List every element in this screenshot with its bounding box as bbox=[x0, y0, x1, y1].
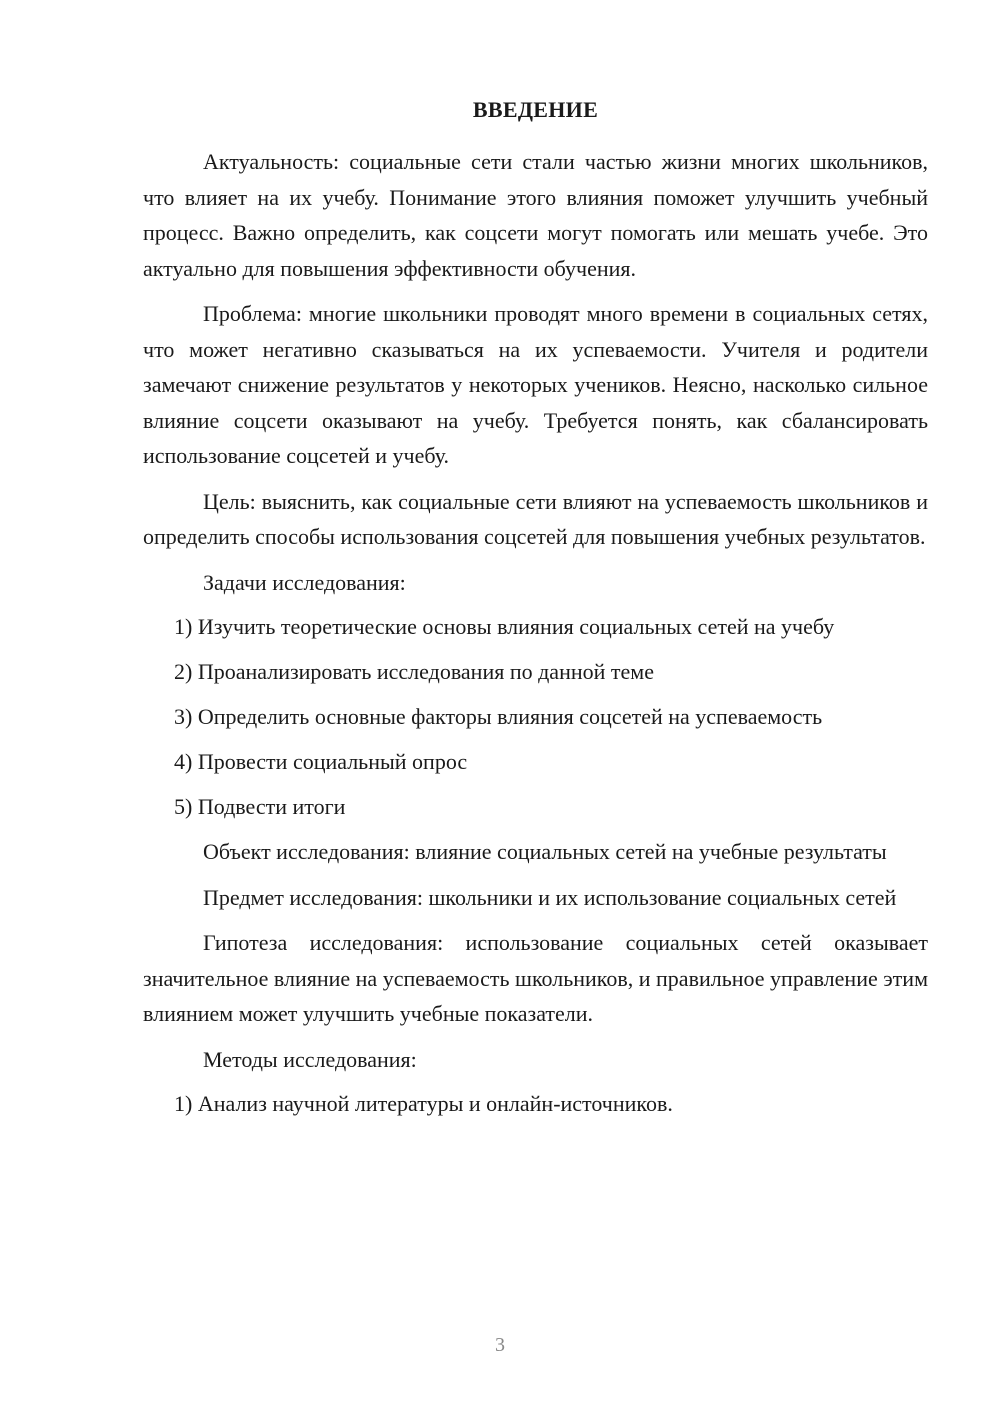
task-item: 5) Подвести итоги bbox=[174, 794, 346, 819]
document-page bbox=[143, 94, 928, 1131]
problem-paragraph: Проблема: многие школьники проводят много времени в социальных сетях, что может негативно сказываться на их успеваемости. Учителя и родители замечают снижение результатов у некоторых учеников. Неясно, насколько сильное влияние соцсети оказывают на учебу. Требуется понять, как сбалансировать использование соцсетей и учебу. bbox=[143, 301, 928, 468]
object-paragraph: Объект исследования: влияние социальных сетей на учебные результаты bbox=[203, 839, 887, 864]
methods-label: Методы исследования: bbox=[203, 1046, 417, 1072]
method-item: 1) Анализ научной литературы и онлайн-источников. bbox=[174, 1091, 673, 1116]
task-item: 2) Проанализировать исследования по данной теме bbox=[174, 659, 654, 684]
task-item: 4) Провести социальный опрос bbox=[174, 749, 468, 774]
tasks-label: Задачи исследования: bbox=[203, 569, 406, 595]
section-heading: ВВЕДЕНИЕ bbox=[472, 97, 599, 122]
methods-list bbox=[143, 1086, 928, 1122]
tasks-list bbox=[143, 609, 928, 825]
goal-paragraph: Цель: выяснить, как социальные сети влияют на успеваемость школьников и определить способы использования соцсетей для повышения учебных результатов. bbox=[143, 488, 928, 549]
page-number: 3 bbox=[495, 1334, 505, 1356]
subject-paragraph: Предмет исследования: школьники и их использование социальных сетей bbox=[203, 884, 897, 910]
task-item: 1) Изучить теоретические основы влияния социальных сетей на учебу bbox=[174, 614, 835, 639]
task-item: 3) Определить основные факторы влияния соцсетей на успеваемость bbox=[174, 704, 823, 729]
hypothesis-paragraph: Гипотеза исследования: использование социальных сетей оказывает значительное влияние на успеваемость школьников, и правильное управление этим влиянием может улучшить учебные показатели. bbox=[143, 930, 928, 1026]
relevance-paragraph: Актуальность: социальные сети стали частью жизни многих школьников, что влияет на их учебу. Понимание этого влияния поможет улучшить учебный процесс. Важно определить, как соцсети могут помогать или мешать учебе. Это актуально для повышения эффективности обучения. bbox=[143, 149, 928, 281]
